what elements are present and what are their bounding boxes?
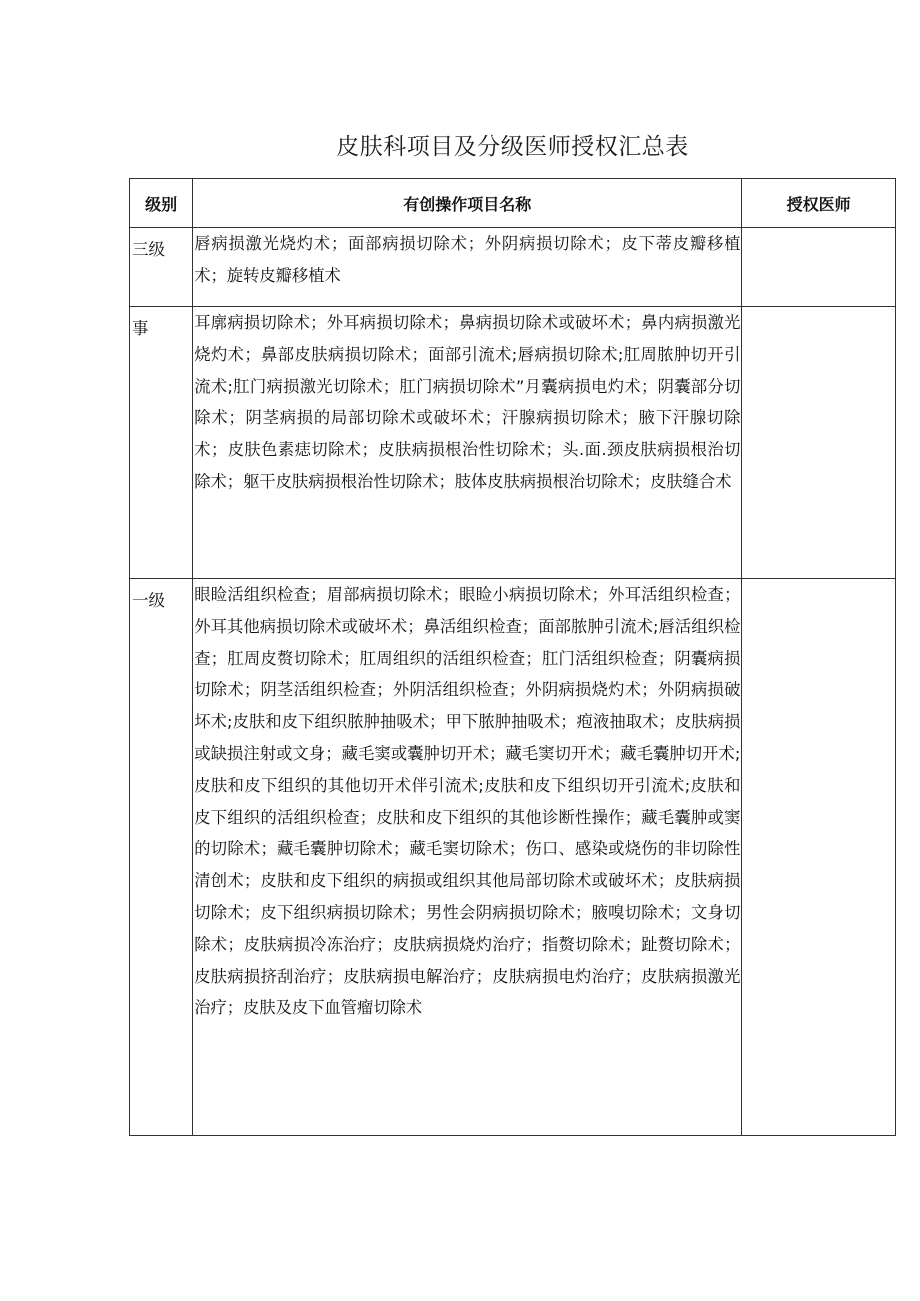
row-doctor-cell [742,307,896,579]
row-level-cell: 事 [130,307,193,579]
page-title: 皮肤科项目及分级医师授权汇总表 [336,134,689,160]
header-doctor: 授权医师 [742,179,896,228]
table-row [130,228,896,307]
table-row [130,307,896,579]
row-doctor-cell [742,579,896,1136]
row-level-cell: 三级 [130,228,193,307]
row-items-cell: 眼睑活组织检查；眉部病损切除术；眼睑小病损切除术；外耳活组织检查；外耳其他病损切除术或破坏术；鼻活组织检查；面部脓肿引流术;唇活组织检查；肛周皮赘切除术；肛周组织的活组织检查；肛门活组织检查；阴囊病损切除术；阴茎活组织检查；外阴活组织检查；外阴病损烧灼术；外阴病损破坏术;皮肤和皮下组织脓肿抽吸术；甲下脓肿抽吸术；疱液抽取术；皮肤病损或缺损注射或文身；藏毛窦或囊肿切开术；藏毛窦切开术；藏毛囊肿切开术;皮肤和皮下组织的其他切开术伴引流术;皮肤和皮下组织切开引流术;皮肤和皮下组织的活组织检查；皮肤和皮下组织的其他诊断性操作；藏毛囊肿或窦的切除术；藏毛囊肿切除术；藏毛窦切除术；伤口、感染或烧伤的非切除性清创术；皮肤和皮下组织的病损或组织其他局部切除术或破坏术；皮肤病损切除术；皮下组织病损切除术；男性会阴病损切除术；腋嗅切除术；文身切除术；皮肤病损冷冻治疗；皮肤病损烧灼治疗；指赘切除术；趾赘切除术；皮肤病损挤刮治疗；皮肤病损电解治疗；皮肤病损电灼治疗；皮肤病损激光治疗；皮肤及皮下血管瘤切除术 [193,579,742,1136]
row-items-cell: 唇病损激光烧灼术；面部病损切除术；外阴病损切除术；皮下蒂皮瓣移植术；旋转皮瓣移植术 [193,228,742,307]
table-row [130,579,896,1136]
header-level: 级别 [130,179,193,228]
table-header-row [130,179,896,228]
row-doctor-cell [742,228,896,307]
header-items: 有创操作项目名称 [193,179,742,228]
row-items-cell: 耳廓病损切除术；外耳病损切除术；鼻病损切除术或破坏术；鼻内病损激光烧灼术；鼻部皮肤病损切除术；面部引流术;唇病损切除术;肛周脓肿切开引流术;肛门病损激光切除术；肛门病损切除术”月囊病损电灼术；阴囊部分切除术；阴茎病损的局部切除术或破坏术；汗腺病损切除术；腋下汗腺切除术；皮肤色素痣切除术；皮肤病损根治性切除术；头.面.颈皮肤病损根治切除术；躯干皮肤病损根治性切除术；肢体皮肤病损根治切除术；皮肤缝合术 [193,307,742,579]
authorization-table [129,178,896,1136]
row-level-cell: 一级 [130,579,193,1136]
